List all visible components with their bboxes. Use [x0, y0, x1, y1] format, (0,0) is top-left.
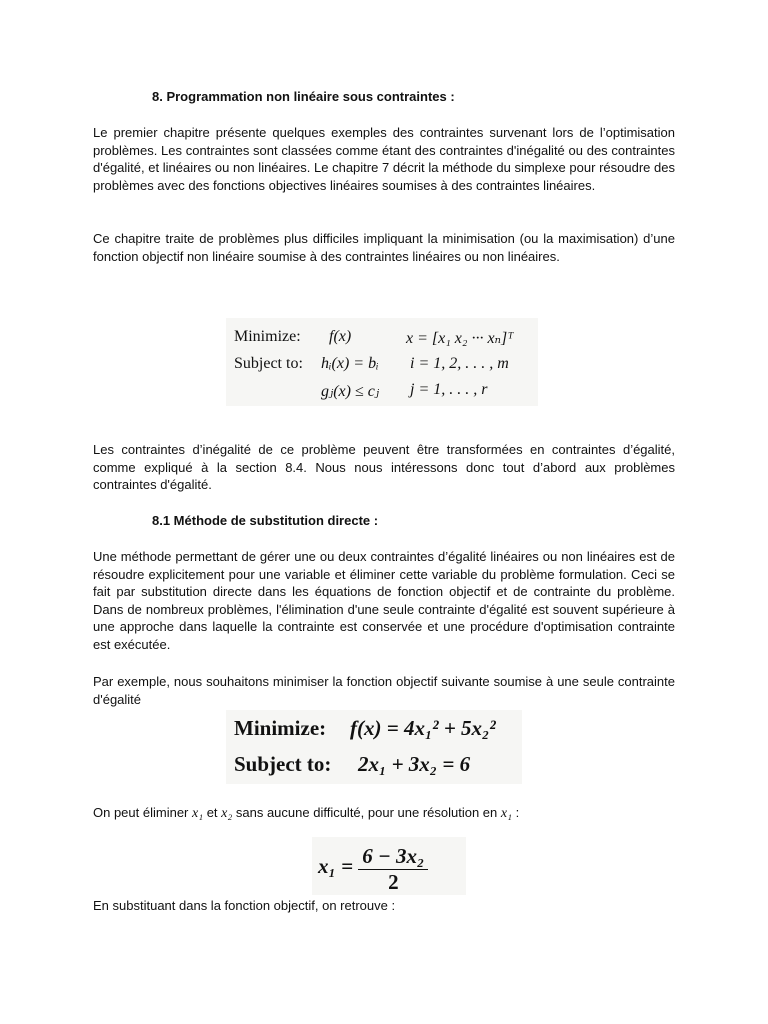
eliminate-text-2: et	[203, 805, 222, 820]
solution-lhs: x₁ =	[318, 854, 354, 878]
variable-x1: x₁	[192, 806, 204, 821]
example-paragraph: Par exemple, nous souhaitons minimiser la fonction objectif suivante soumise à une seule contrainte d'égalité	[93, 674, 675, 707]
example-constraint: 2x₁ + 3x₂ = 6	[358, 752, 471, 776]
section-heading: 8. Programmation non linéaire sous contraintes :	[152, 89, 455, 104]
example-problem-figure	[226, 710, 522, 784]
example-objective: f(x) = 4x₁² + 5x₂²	[350, 716, 496, 740]
subsection-heading: 8.1 Méthode de substitution directe :	[152, 513, 379, 528]
problem-formulation-figure	[226, 318, 538, 406]
solution-equation	[318, 843, 428, 892]
variable-x1-solve: x₁	[500, 806, 512, 821]
variable-x2: x₂	[221, 806, 233, 821]
inequality-constraint: gⱼ(x) ≤ cⱼ	[321, 383, 380, 400]
equality-index-range: i = 1, 2, . . . , m	[410, 355, 509, 372]
inequality-paragraph: Les contraintes d’inégalité de ce problème peuvent être transformées en contraintes d’égalité, comme expliqué à la section 8.4. Nous nous intéressons donc tout d’abord aux problèmes contraintes d'égalité.	[93, 442, 675, 493]
example-subject-label: Subject to:	[234, 752, 332, 776]
equality-constraint: hᵢ(x) = bᵢ	[321, 355, 379, 372]
eliminate-text-1: On peut éliminer	[93, 805, 192, 820]
example-minimize-label: Minimize:	[234, 716, 327, 740]
final-line: En substituant dans la fonction objectif, on retrouve :	[93, 898, 396, 913]
subject-to-label: Subject to:	[234, 355, 303, 372]
chapter-paragraph: Ce chapitre traite de problèmes plus difficiles impliquant la minimisation (ou la maximisation) d’une fonction objectif non linéaire soumise à des contraintes linéaires ou non linéaires.	[93, 231, 675, 264]
solution-numerator: 6 − 3x₂	[358, 845, 428, 870]
eliminate-text-4: :	[511, 805, 520, 820]
eliminate-line	[93, 804, 675, 823]
variable-vector: x = [x₁ x₂ ··· xₙ]ᵀ	[406, 330, 514, 347]
intro-paragraph: Le premier chapitre présente quelques exemples des contraintes survenant lors de l’optimisation problèmes. Les contraintes sont classées comme étant des contraintes d'inégalité ou des contraintes d'égalité, et linéaires ou non linéaires. Le chapitre 7 décrit la méthode du simplexe pour résoudre des problèmes avec des fonctions objectives linéaires soumises à des contraintes linéaires.	[93, 125, 675, 193]
solution-figure	[312, 837, 466, 895]
minimize-label: Minimize:	[234, 328, 301, 345]
solution-denominator: 2	[388, 869, 399, 894]
inequality-index-range: j = 1, . . . , r	[410, 381, 488, 398]
objective-function: f(x)	[329, 328, 352, 345]
eliminate-text-3: sans aucune difficulté, pour une résolution en	[232, 805, 501, 820]
solution-fraction	[358, 845, 428, 892]
method-paragraph: Une méthode permettant de gérer une ou deux contraintes d’égalité linéaires ou non linéaires est de résoudre explicitement pour une variable et éliminer cette variable du problème formulation. Ceci se fait par substitution directe dans les équations de fonction objectif et de contrainte du problème. Dans de nombreux problèmes, l'élimination d'une seule contrainte d'égalité est souvent supérieure à une approche dans laquelle la contrainte est conservée et une procédure d'optimisation contrainte est exécutée.	[93, 549, 675, 652]
